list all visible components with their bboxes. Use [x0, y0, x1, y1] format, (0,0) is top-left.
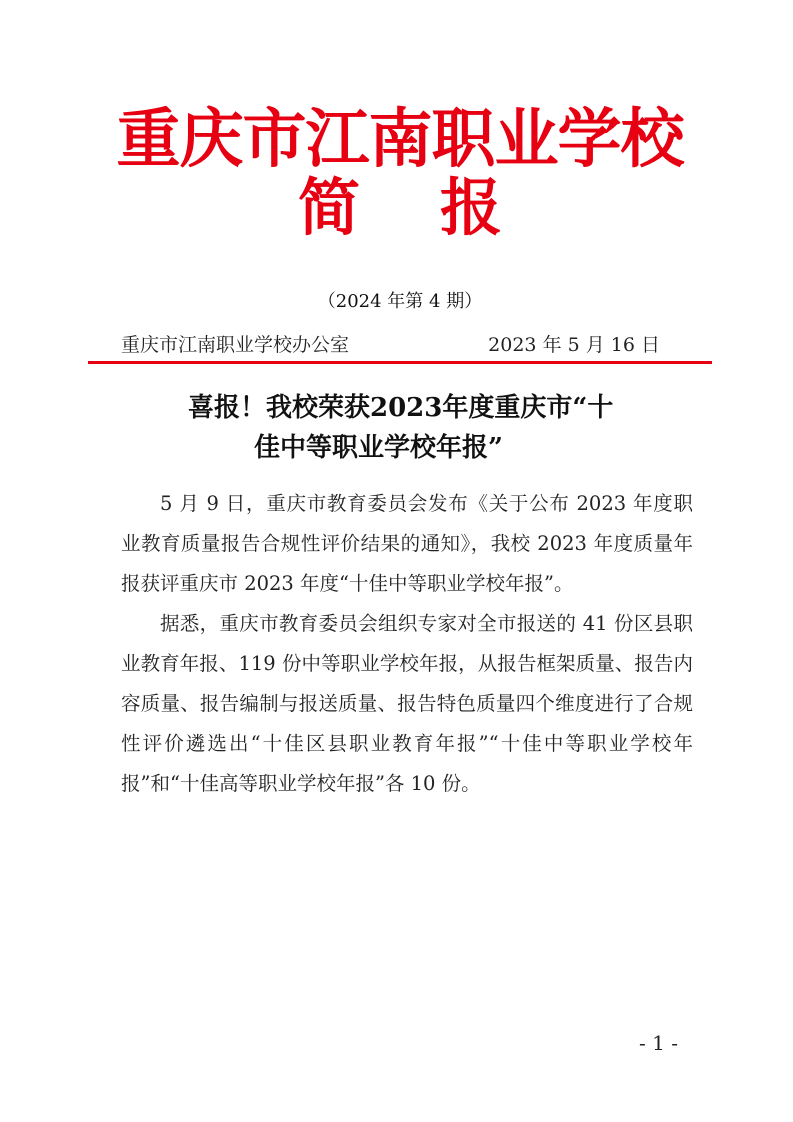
issue-date: 2023 年 5 月 16 日	[488, 334, 660, 356]
article-body	[121, 484, 693, 804]
article-headline	[150, 388, 690, 468]
page-number: - 1 -	[639, 1031, 678, 1055]
issue-number: （2024 年第 4 期）	[317, 291, 483, 312]
issuing-office: 重庆市江南职业学校办公室	[121, 334, 350, 356]
headline-line-2: 佳中等职业学校年报”	[254, 433, 503, 463]
headline-line-1: 喜报！我校荣获2023年度重庆市“十	[188, 393, 614, 423]
paragraph-2: 据悉，重庆市教育委员会组织专家对全市报送的 41 份区县职业教育年报、119 份中等职业学校年报，从报告框架质量、报告内容质量、报告编制与报送质量、报告特色质量四个维度进行了合规性评价遴选出“十佳区县职业教育年报”“十佳中等职业学校年报”和“十佳高等职业学校年报”各 10 份。	[121, 612, 693, 795]
paragraph-1: 5 月 9 日，重庆市教育委员会发布《关于公布 2023 年度职业教育质量报告合规性评价结果的通知》，我校 2023 年度质量年报获评重庆市 2023 年度“十佳中等职业学校年报”。	[121, 492, 693, 595]
red-divider	[88, 361, 712, 364]
masthead-title: 重庆市江南职业学校	[116, 102, 684, 177]
masthead-subtitle: 简报	[297, 171, 582, 244]
